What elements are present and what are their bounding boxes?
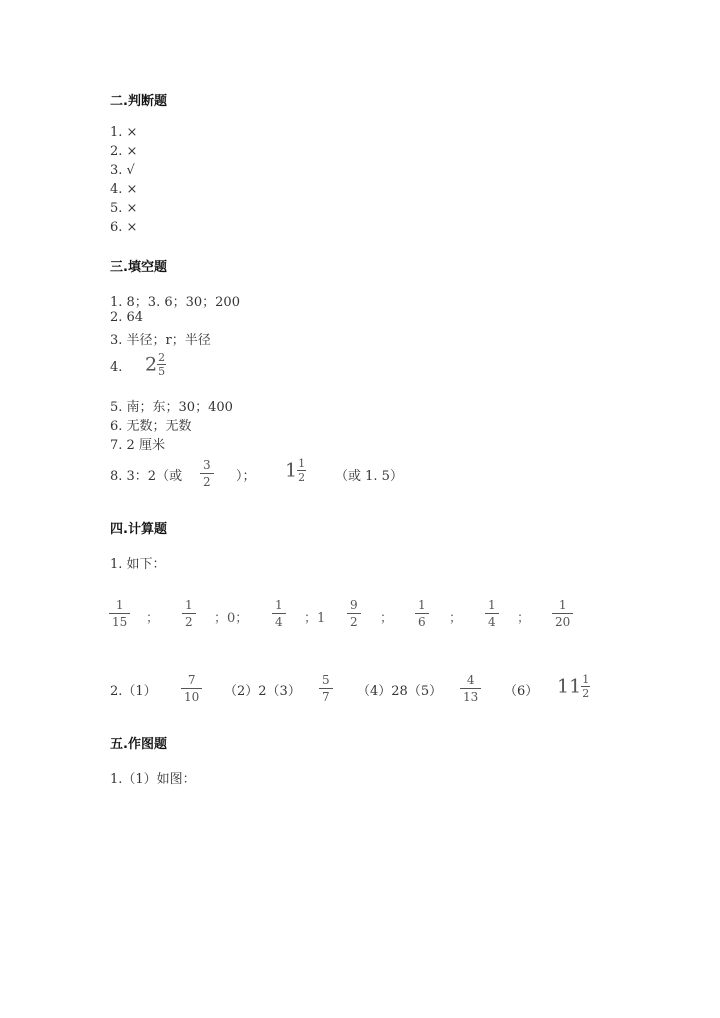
fill-answer-4-label: 4. bbox=[110, 360, 123, 375]
mixed-whole: 11 bbox=[557, 675, 582, 698]
calc-row2-fraction-2 bbox=[319, 674, 333, 703]
fraction-numerator: 9 bbox=[350, 598, 358, 612]
fraction-numerator: 1 bbox=[418, 598, 426, 612]
fill-answer-8-fraction bbox=[200, 459, 214, 488]
calc-row1-fraction-3 bbox=[272, 599, 286, 628]
fraction-numerator: 1 bbox=[488, 598, 496, 612]
fill-answer-5: 5. 南；东；30；400 bbox=[110, 400, 233, 415]
mixed-whole: 2 bbox=[145, 353, 158, 376]
calc-row1-fraction-6 bbox=[485, 599, 499, 628]
fraction-denominator: 4 bbox=[272, 613, 286, 628]
mixed-numerator: 2 bbox=[158, 351, 166, 364]
calc-row1-sep-4: ； bbox=[380, 611, 394, 626]
calc-answer-2-label: 2.（1） bbox=[110, 684, 157, 699]
fraction-numerator: 1 bbox=[558, 598, 567, 612]
fill-answer-4-mixed-number bbox=[145, 352, 166, 377]
fill-answer-8-mixed-number bbox=[285, 458, 306, 483]
mixed-denominator: 2 bbox=[582, 687, 590, 700]
fraction-denominator: 4 bbox=[485, 613, 499, 628]
judge-answer-4: 4. × bbox=[110, 182, 138, 197]
calc-row2-mixed-number bbox=[557, 674, 590, 699]
fraction-denominator: 20 bbox=[552, 613, 573, 628]
calc-row2-text-2: （2）2（3） bbox=[224, 684, 301, 699]
calc-row2-fraction-1 bbox=[181, 674, 202, 703]
calc-row1-sep-2: ；0； bbox=[214, 611, 249, 626]
fraction-numerator: 5 bbox=[322, 673, 330, 687]
calc-row1-sep-1: ； bbox=[146, 611, 160, 626]
mixed-denominator: 2 bbox=[298, 471, 306, 484]
fraction-denominator: 6 bbox=[415, 613, 429, 628]
fill-answer-3: 3. 半径；r；半径 bbox=[110, 333, 211, 348]
calc-row1-sep-3: ；1 bbox=[304, 611, 326, 626]
calc-row1-sep-6: ； bbox=[517, 611, 531, 626]
fraction-denominator: 15 bbox=[109, 613, 130, 628]
fraction-numerator: 1 bbox=[185, 598, 193, 612]
calc-row1-fraction-2 bbox=[182, 599, 196, 628]
fraction-denominator: 13 bbox=[460, 688, 481, 703]
calc-row1-fraction-4 bbox=[347, 599, 361, 628]
calc-answer-1-label: 1. 如下： bbox=[110, 557, 166, 572]
fraction-numerator: 4 bbox=[466, 673, 475, 687]
calc-row1-fraction-5 bbox=[415, 599, 429, 628]
fill-answer-2: 2. 64 bbox=[110, 310, 144, 325]
section-title-fill: 三.填空题 bbox=[110, 260, 167, 275]
fraction-numerator: 3 bbox=[203, 458, 211, 472]
calc-row2-text-3: （4）28（5） bbox=[357, 684, 443, 699]
section-title-draw: 五.作图题 bbox=[110, 737, 167, 752]
judge-answer-1: 1. × bbox=[110, 125, 138, 140]
fraction-denominator: 2 bbox=[200, 473, 214, 488]
fill-answer-1: 1. 8；3. 6；30；200 bbox=[110, 295, 240, 310]
draw-answer-1: 1.（1）如图： bbox=[110, 772, 196, 787]
calc-row2-fraction-3 bbox=[460, 674, 481, 703]
fraction-numerator: 1 bbox=[115, 598, 124, 612]
calc-row1-sep-5: ； bbox=[449, 611, 463, 626]
judge-answer-5: 5. × bbox=[110, 201, 138, 216]
fill-answer-8-prefix: 8. 3：2（或 bbox=[110, 469, 183, 484]
fraction-denominator: 2 bbox=[347, 613, 361, 628]
fill-answer-8-suffix: （或 1. 5） bbox=[335, 469, 403, 484]
calc-row2-text-4: （6） bbox=[504, 684, 539, 699]
fraction-denominator: 10 bbox=[181, 688, 202, 703]
judge-answer-3: 3. √ bbox=[110, 163, 135, 178]
mixed-numerator: 1 bbox=[582, 673, 590, 686]
mixed-numerator: 1 bbox=[298, 457, 306, 470]
fill-answer-6: 6. 无数；无数 bbox=[110, 419, 192, 434]
fraction-numerator: 7 bbox=[187, 673, 196, 687]
calc-row1-fraction-7 bbox=[552, 599, 573, 628]
fill-answer-7: 7. 2 厘米 bbox=[110, 438, 165, 453]
fraction-denominator: 7 bbox=[319, 688, 333, 703]
section-title-judge: 二.判断题 bbox=[110, 94, 167, 109]
judge-answer-6: 6. × bbox=[110, 220, 138, 235]
fraction-denominator: 2 bbox=[182, 613, 196, 628]
section-title-calc: 四.计算题 bbox=[110, 522, 167, 537]
mixed-denominator: 5 bbox=[158, 365, 166, 378]
judge-answer-2: 2. × bbox=[110, 144, 138, 159]
mixed-whole: 1 bbox=[285, 459, 298, 482]
fill-answer-8-mid: ）； bbox=[236, 469, 256, 484]
calc-row1-fraction-1 bbox=[109, 599, 130, 628]
fraction-numerator: 1 bbox=[275, 598, 283, 612]
